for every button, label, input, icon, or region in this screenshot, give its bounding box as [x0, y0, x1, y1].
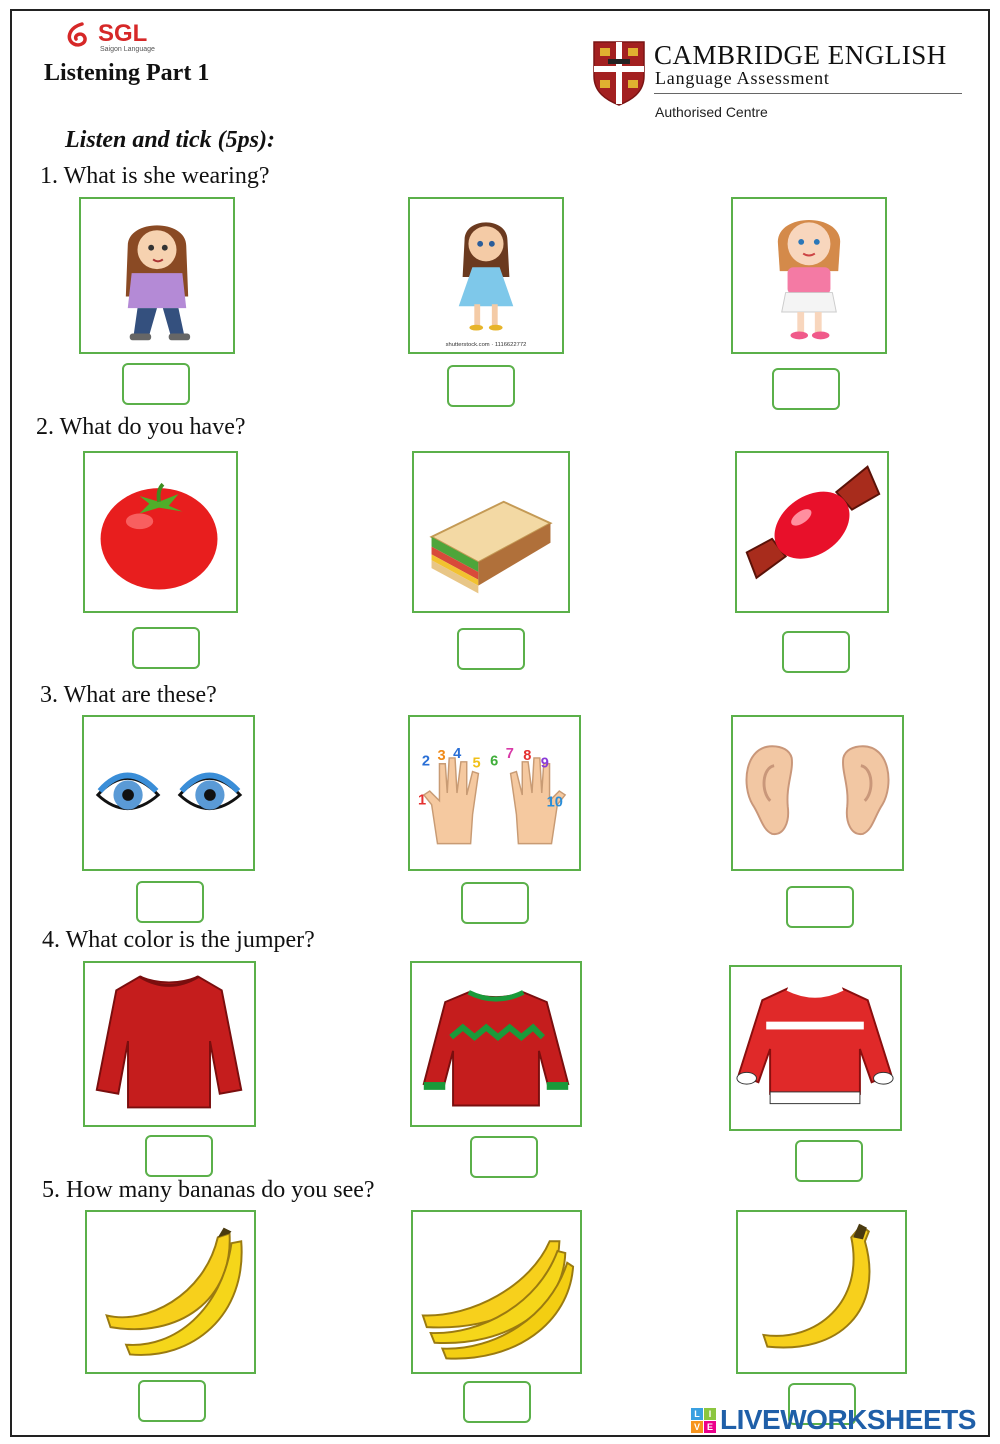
tomato-icon [85, 453, 236, 611]
number-8: 8 [523, 747, 532, 764]
q2-option-a-tick-box[interactable] [132, 627, 200, 669]
girl-blue-dress-icon [410, 199, 562, 352]
liveworksheets-badge-icon: L I V E [691, 1408, 716, 1433]
number-1: 1 [418, 792, 427, 809]
ears-icon [733, 717, 902, 869]
q2-option-a-image [83, 451, 238, 613]
instruction-text: Listen and tick (5ps): [65, 127, 275, 153]
number-2: 2 [421, 753, 431, 770]
q1-option-c-tick-box[interactable] [772, 368, 840, 410]
sgl-logo-text: SGL [98, 20, 148, 47]
number-3: 3 [437, 747, 446, 764]
q4-option-c-tick-box[interactable] [795, 1140, 863, 1182]
q1-option-b-tick-box[interactable] [447, 365, 515, 407]
q2-option-b-image [412, 451, 570, 613]
cambridge-logo [592, 40, 967, 130]
candy-icon [737, 453, 887, 611]
sandwich-icon [414, 453, 568, 611]
q4-option-c-image [729, 965, 902, 1131]
question-1-text: 1. What is she wearing? [40, 163, 270, 189]
q4-option-a-tick-box[interactable] [145, 1135, 213, 1177]
q5-option-b-image [411, 1210, 582, 1374]
red-jumper-white-stripe-icon [731, 967, 900, 1129]
three-bananas-icon [413, 1212, 580, 1372]
q1-option-b-image [408, 197, 564, 354]
sgl-logo [64, 20, 184, 56]
cambridge-title: CAMBRIDGE ENGLISH [654, 40, 947, 70]
question-2-text: 2. What do you have? [36, 414, 246, 440]
number-10: 10 [546, 794, 563, 811]
q2-option-b-tick-box[interactable] [457, 628, 525, 670]
q1-option-a-tick-box[interactable] [122, 363, 190, 405]
girl-purple-jumper-icon [81, 199, 233, 352]
q4-option-b-tick-box[interactable] [470, 1136, 538, 1178]
cambridge-subtitle: Language Assessment [655, 68, 830, 88]
q4-option-b-image [410, 961, 582, 1127]
two-bananas-icon [87, 1212, 254, 1372]
number-7: 7 [505, 745, 514, 762]
q2-option-c-image [735, 451, 889, 613]
q1-option-a-image [79, 197, 235, 354]
q3-option-b-tick-box[interactable] [461, 882, 529, 924]
q3-option-c-image [731, 715, 904, 871]
q3-option-a-image [82, 715, 255, 871]
cambridge-divider [654, 93, 962, 94]
page-title: Listening Part 1 [44, 60, 210, 86]
one-banana-icon [738, 1212, 905, 1372]
cambridge-shield-icon [592, 40, 646, 106]
girl-pink-top-icon [733, 199, 885, 352]
q3-option-b-image [408, 715, 581, 871]
number-5: 5 [472, 755, 481, 772]
q5-option-b-tick-box[interactable] [463, 1381, 531, 1423]
number-4: 4 [453, 745, 462, 762]
cambridge-centre-label: Authorised Centre [655, 104, 768, 120]
q2-option-c-tick-box[interactable] [782, 631, 850, 673]
question-5-text: 5. How many bananas do you see? [42, 1177, 375, 1203]
sgl-logo-subtitle: Saigon Language [100, 46, 155, 53]
q4-option-a-image [83, 961, 256, 1127]
q5-option-a-tick-box[interactable] [138, 1380, 206, 1422]
plain-red-jumper-icon [85, 963, 254, 1125]
q3-option-a-tick-box[interactable] [136, 881, 204, 923]
number-6: 6 [490, 753, 499, 770]
q5-option-c-image [736, 1210, 907, 1374]
question-3-text: 3. What are these? [40, 682, 217, 708]
liveworksheets-watermark[interactable] [691, 1404, 976, 1436]
red-jumper-green-zigzag-icon [412, 963, 580, 1125]
eyes-icon [84, 717, 253, 869]
q1-image-credit: shutterstock.com · 1116622772 [445, 342, 527, 349]
q5-option-a-image [85, 1210, 256, 1374]
liveworksheets-text: LIVEWORKSHEETS [720, 1404, 976, 1435]
q3-option-c-tick-box[interactable] [786, 886, 854, 928]
q1-option-c-image [731, 197, 887, 354]
fingers-icon [410, 717, 579, 869]
question-4-text: 4. What color is the jumper? [42, 927, 315, 953]
number-9: 9 [540, 755, 549, 772]
